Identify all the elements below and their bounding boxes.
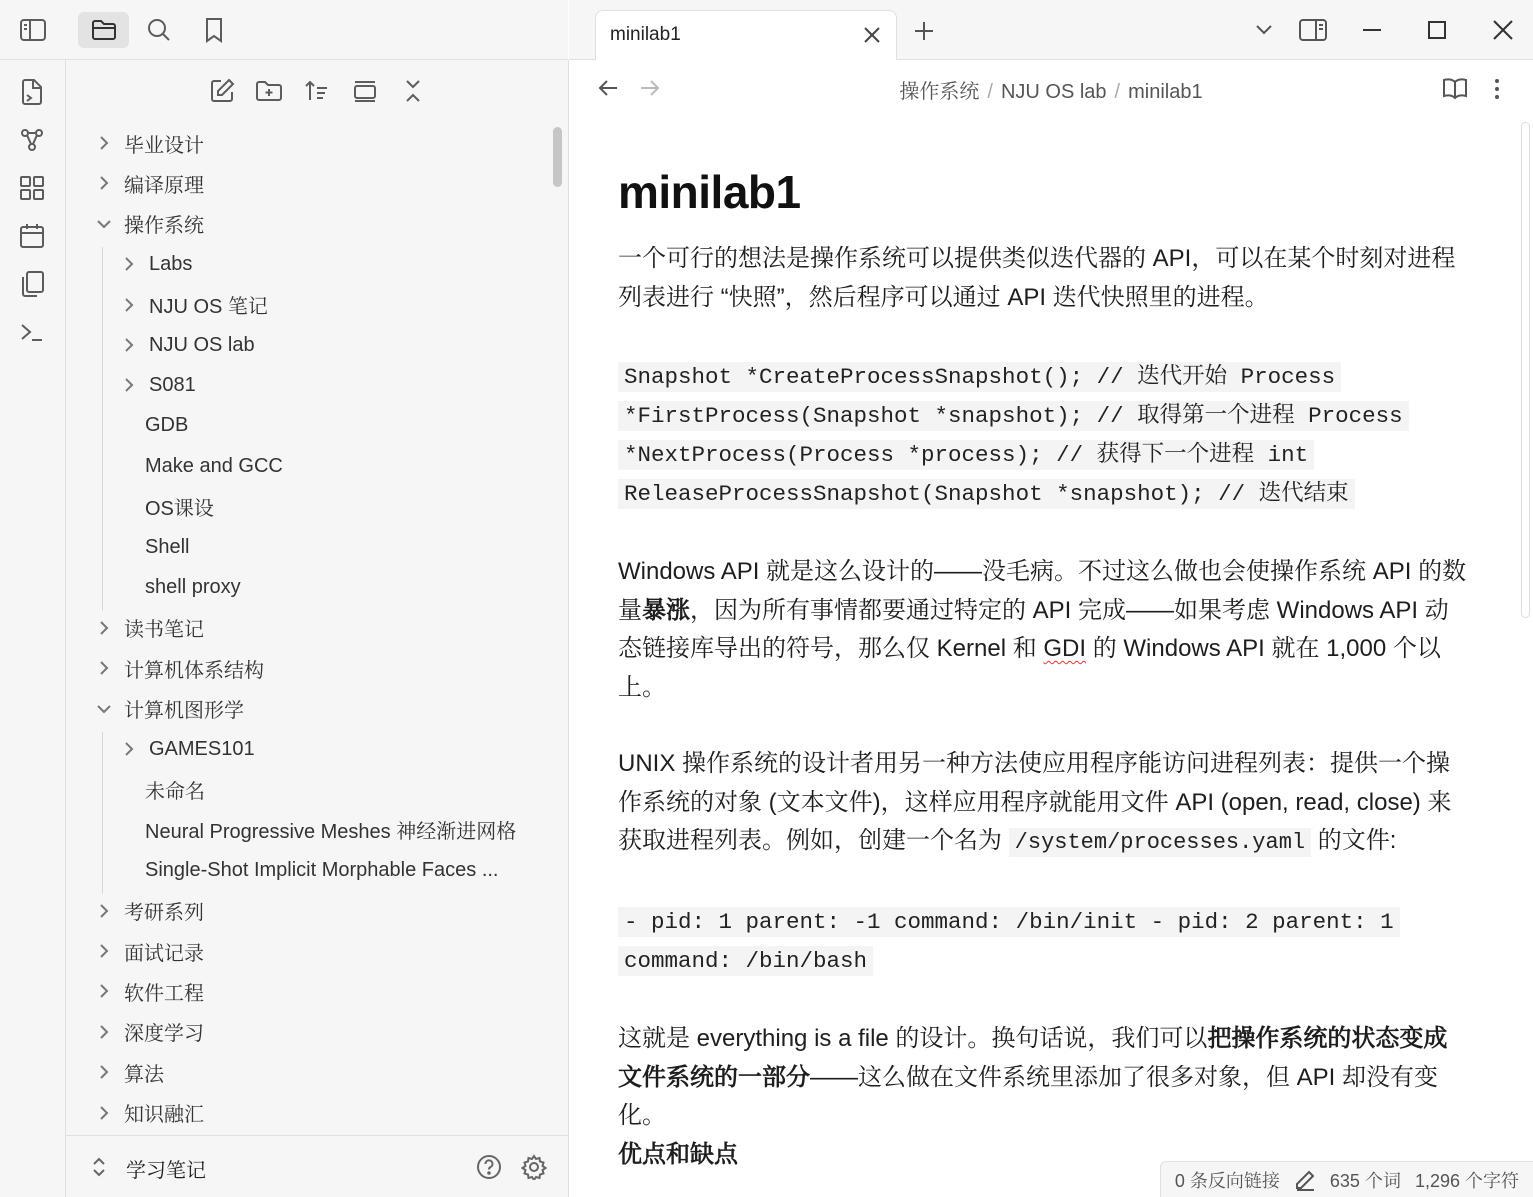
bookmark-icon[interactable] [196,12,232,48]
file-item[interactable] [145,530,189,564]
toggle-right-sidebar-icon[interactable] [1298,18,1328,42]
chevron-right-icon[interactable] [94,173,114,193]
folder-item[interactable] [119,328,255,362]
tab-bar [569,0,1533,60]
chevron-right-icon[interactable] [119,254,139,274]
file-item[interactable] [145,449,283,483]
tree-item-label: 毕业设计 [124,134,204,157]
tree-item-label: OS课设 [145,498,214,521]
breadcrumb-separator: / [987,81,993,103]
chevron-right-icon[interactable] [119,375,139,395]
indent-guide [102,247,103,611]
minimize-window-icon[interactable] [1361,20,1383,40]
reading-view-book-icon[interactable] [1442,76,1468,100]
folder-item[interactable] [94,126,204,160]
text: 这就是 everything is a file 的设计。换句话说，我们可以 [618,1025,1208,1052]
tree-item-label: Labs [149,252,193,275]
graph-view-icon[interactable] [14,122,50,158]
folder-item[interactable] [94,1015,204,1049]
help-icon[interactable] [476,1154,502,1180]
file-item[interactable] [145,490,214,524]
tree-item-label: GAMES101 [149,737,255,760]
tree-item-label: 编译原理 [124,174,204,197]
tree-item-label: 软件工程 [124,982,204,1005]
text: ——这么做在文件系统里添加了很多对象，但 API 却没有变化。 [618,1063,1439,1129]
indent-guide [102,732,103,894]
close-window-icon[interactable] [1492,19,1514,41]
code-block [618,902,1468,980]
chevron-right-icon[interactable] [119,739,139,759]
tab-title: minilab1 [610,24,681,45]
code-text: Snapshot *CreateProcessSnapshot(); // 迭代开始 Process *FirstProcess(Snapshot *snapshot); // 取得第一个进程 Process *NextProcess(Process *process); // 获得下一个进程 int ReleaseProcessSnapshot(Snapshot *snapshot); // 迭代结束 [618,362,1409,509]
canvas-blocks-icon[interactable] [14,170,50,206]
tree-item-label: Neural Progressive Meshes 神经渐进网格 [145,821,517,844]
vault-switch-icon[interactable] [90,1156,108,1178]
tree-item-label: 知识融汇 [124,1104,204,1127]
note-title[interactable]: minilab1 [618,166,801,218]
more-options-icon[interactable] [1493,78,1501,100]
text: Windows API 就是这么设计的——没毛病。不过这么做也会使操作系统 API 的数量 [618,558,1467,624]
new-folder-icon[interactable] [251,73,287,109]
chevron-right-icon[interactable] [94,658,114,678]
chevron-right-icon[interactable] [94,941,114,961]
folder-item[interactable] [94,651,264,685]
vault-name[interactable]: 学习笔记 [126,1160,206,1182]
chevron-down-icon[interactable] [94,214,114,234]
breadcrumb-file[interactable]: minilab1 [1128,81,1203,103]
chevron-right-icon[interactable] [94,901,114,921]
breadcrumb-subfolder[interactable]: NJU OS lab [1000,81,1107,103]
folder-item[interactable] [94,166,204,200]
spellcheck-word[interactable]: GDI [1043,635,1087,662]
paragraph [618,1020,1468,1136]
text: 的 Windows API 就在 1,000 个以上。 [618,635,1441,701]
chevron-right-icon[interactable] [119,335,139,355]
section-heading: 优点和缺点 [618,1140,738,1168]
tree-item-label: 操作系统 [124,215,204,238]
sidebar-header [0,0,568,60]
folder-item[interactable] [94,692,244,726]
tree-item-label: Make and GCC [145,454,283,477]
breadcrumb-separator: / [1114,81,1121,103]
toggle-sidebar-icon[interactable] [15,12,51,48]
file-item[interactable] [145,813,516,847]
edit-pencil-icon[interactable] [1294,1169,1316,1191]
folder-item[interactable] [119,732,255,766]
breadcrumb [569,75,1533,104]
note-content[interactable] [618,116,1468,1174]
chevron-right-icon[interactable] [94,133,114,153]
folder-item[interactable] [94,207,204,241]
tab-list-chevron-down-icon[interactable] [1254,22,1274,38]
code-text: - pid: 1 parent: -1 command: /bin/init - pid: 2 parent: 1 command: /bin/bash [618,907,1400,976]
chevron-right-icon[interactable] [119,295,139,315]
sidebar-scrollbar[interactable] [553,127,562,187]
tree-item-label: 计算机图形学 [124,700,244,723]
terminal-icon[interactable] [14,314,50,350]
folder-item[interactable] [94,1096,204,1130]
folder-item[interactable] [119,368,196,402]
view-header [569,60,1533,116]
folder-item[interactable] [94,974,204,1008]
folder-item[interactable] [94,934,204,968]
tree-item-label: Shell [145,535,190,558]
chevron-right-icon[interactable] [94,981,114,1001]
folder-item[interactable] [94,894,204,928]
tree-item-label: GDB [145,414,189,437]
word-count: 635 个词 [1329,1170,1401,1191]
left-ribbon [0,60,66,1197]
vault-switcher-bar [66,1135,569,1197]
tree-item-label: shell proxy [145,575,241,598]
file-item[interactable] [145,853,499,887]
tree-item-label: 计算机体系结构 [124,659,264,682]
calendar-icon[interactable] [14,218,50,254]
new-tab-icon[interactable] [913,20,935,42]
code-block [618,357,1468,513]
chevron-down-icon[interactable] [94,699,114,719]
tab-minilab1[interactable] [595,10,897,60]
text: UNIX 操作系统的设计者用另一种方法使应用程序能访问进程列表：提供一个操作系统的对象 (文本文件)，这样应用程序就能用文件 API (open, read, close) 来获取进程列表。例如，创建一个名为 [618,750,1452,854]
text: ，因为所有事情都要通过特定的 API 完成——如果考虑 Windows API 动态链接库导出的符号，那么仅 Kernel 和 [618,596,1449,662]
sort-order-icon[interactable] [299,73,335,109]
file-item[interactable] [145,570,241,604]
bold-text: 暴涨 [642,596,690,624]
new-note-icon[interactable] [204,73,240,109]
paragraph [618,553,1468,707]
chevron-right-icon[interactable] [94,1103,114,1123]
copy-template-icon[interactable] [14,266,50,302]
status-bar [1160,1161,1533,1197]
tree-item-label: 读书笔记 [124,619,204,642]
file-item[interactable] [145,772,205,806]
backlinks-count[interactable]: 0 条反向链接 [1174,1170,1280,1191]
tree-item-label: S081 [149,373,196,396]
file-explorer [66,60,569,1197]
close-tab-icon[interactable] [862,25,882,45]
text: 的文件: [1311,827,1397,854]
settings-gear-icon[interactable] [521,1154,547,1180]
paragraph: 一个可行的想法是操作系统可以提供类似迭代器的 API，可以在某个时刻对进程列表进行 “快照”，然后程序可以通过 API 迭代快照里的进程。 [618,245,1456,311]
tree-item-label: 面试记录 [124,942,204,965]
folder-item[interactable] [94,611,204,645]
char-count: 1,296 个字符 [1414,1170,1519,1191]
auto-reveal-icon[interactable] [347,73,383,109]
chevron-right-icon[interactable] [94,1062,114,1082]
open-quick-switcher-icon[interactable] [14,74,50,110]
bold-text: 把操作系统的状态变成文件系统的一部分 [618,1025,1448,1091]
tree-item-label: Single-Shot Implicit Morphable Faces ... [145,858,499,881]
collapse-all-icon[interactable] [395,73,431,109]
files-folder-icon[interactable] [78,12,129,48]
chevron-right-icon[interactable] [94,618,114,638]
tree-item-label: 算法 [124,1063,164,1086]
tree-item-label: NJU OS lab [149,333,255,356]
tree-item-label: 考研系列 [124,902,204,925]
editor-scrollbar[interactable] [1521,122,1530,618]
breadcrumb-folder[interactable]: 操作系统 [899,81,980,103]
maximize-window-icon[interactable] [1427,20,1447,40]
inline-code: /system/processes.yaml [1009,828,1311,857]
tree-item-label: 未命名 [145,780,205,803]
tree-item-label: NJU OS 笔记 [149,296,268,319]
paragraph [618,745,1468,862]
folder-item[interactable] [119,247,192,281]
search-icon[interactable] [141,12,177,48]
file-item[interactable] [145,409,188,443]
chevron-right-icon[interactable] [94,1022,114,1042]
folder-item[interactable] [94,1055,164,1089]
folder-item[interactable] [119,288,268,322]
tree-item-label: 深度学习 [124,1023,204,1046]
